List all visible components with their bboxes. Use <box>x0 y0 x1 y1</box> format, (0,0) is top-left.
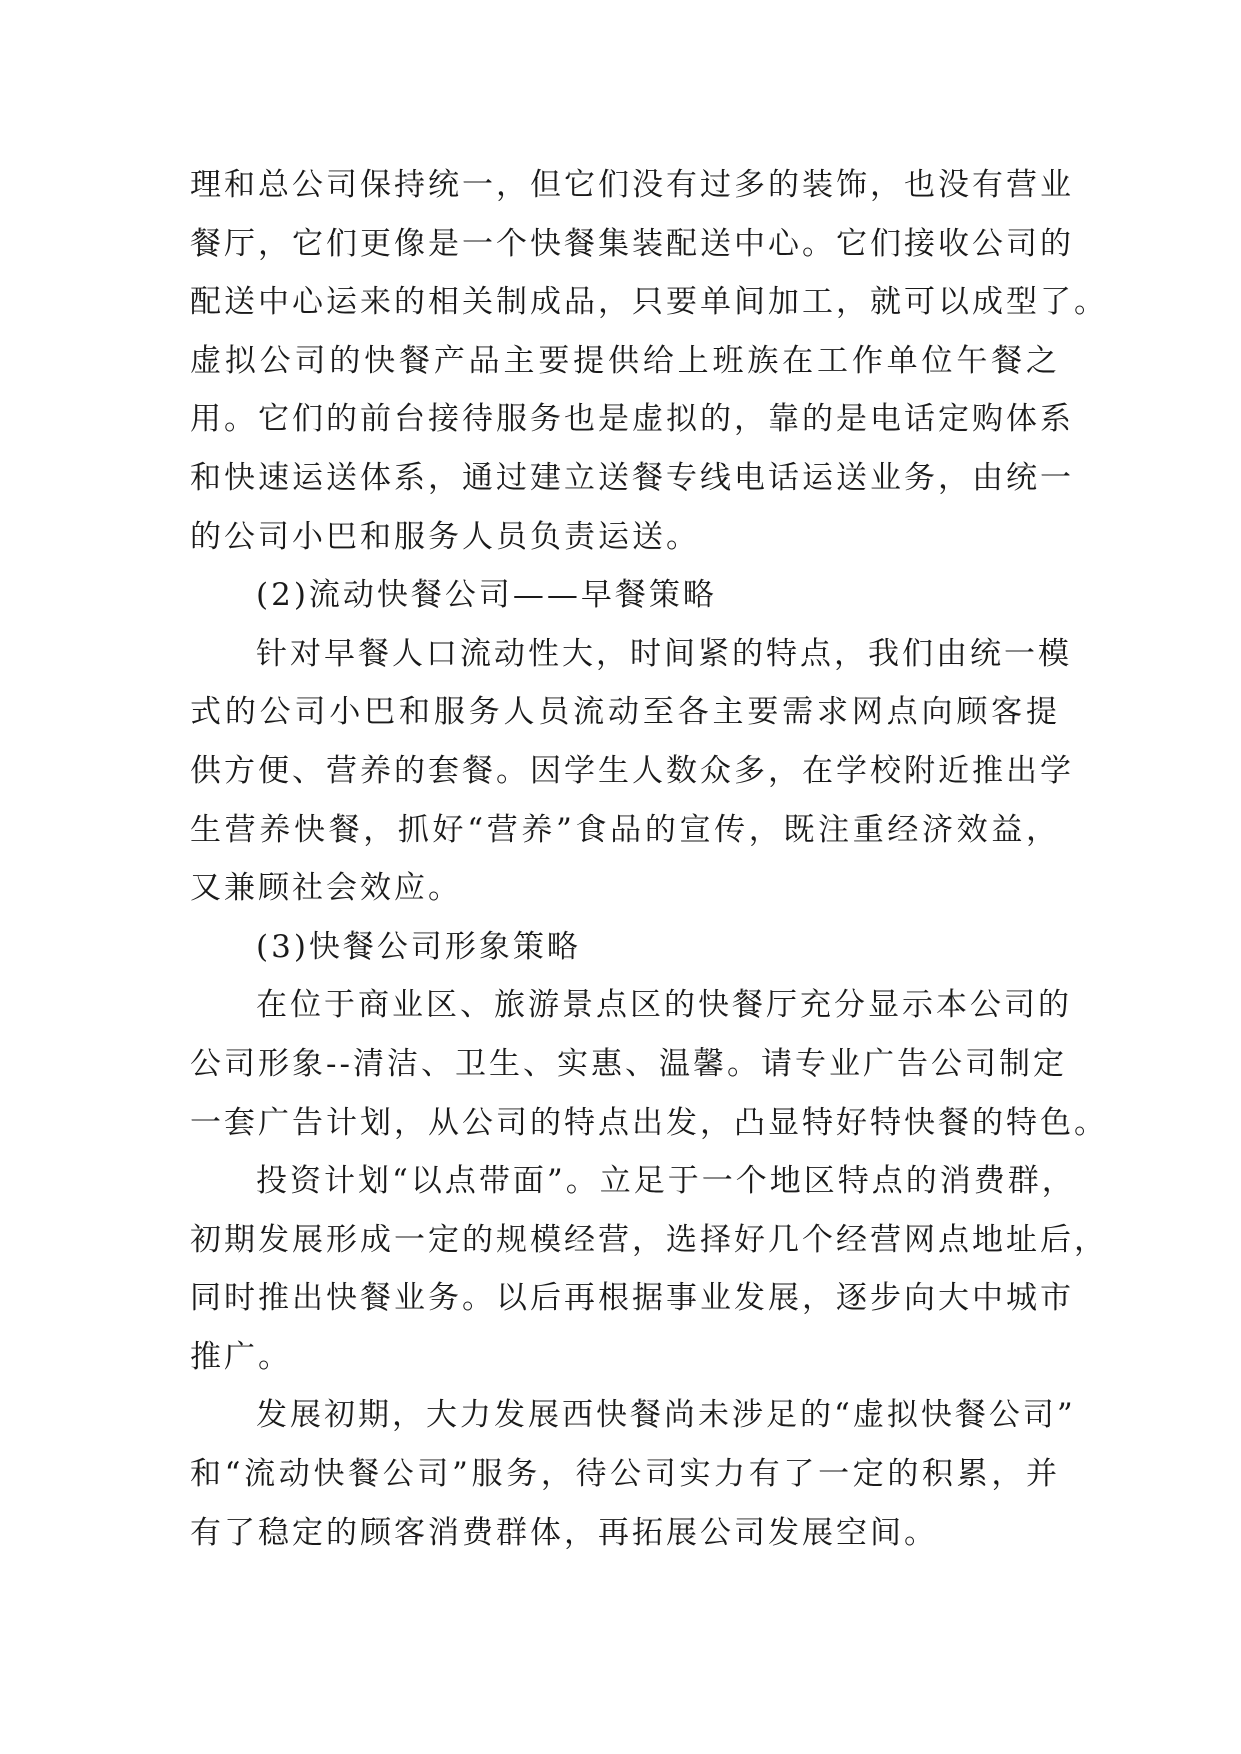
text-line: (2)流动快餐公司——早餐策略 <box>256 577 717 614</box>
text-line: 又兼顾社会效应。 <box>190 870 462 907</box>
text-line: 供方便、营养的套餐。因学生人数众多，在学校附近推出学 <box>190 752 1074 789</box>
text-line: 的公司小巴和服务人员负责运送。 <box>190 518 700 555</box>
text-line: 公司形象--清洁、卫生、实惠、温馨。请专业广告公司制定 <box>190 1045 1067 1082</box>
text-line: 同时推出快餐业务。以后再根据事业发展，逐步向大中城市 <box>190 1280 1074 1317</box>
text-line: 投资计划“以点带面”。立足于一个地区特点的消费群， <box>256 1163 1076 1200</box>
text-line: 在位于商业区、旅游景点区的快餐厅充分显示本公司的 <box>256 987 1072 1024</box>
text-line: 和“流动快餐公司”服务，待公司实力有了一定的积累，并 <box>190 1456 1060 1493</box>
text-line: 和快速运送体系，通过建立送餐专线电话运送业务，由统一 <box>190 459 1074 496</box>
text-line: 配送中心运来的相关制成品，只要单间加工，就可以成型了。 <box>190 284 1108 321</box>
text-line: (3)快餐公司形象策略 <box>256 928 581 965</box>
text-line: 生营养快餐，抓好“营养”食品的宣传，既注重经济效益， <box>190 811 1060 848</box>
text-line: 式的公司小巴和服务人员流动至各主要需求网点向顾客提 <box>190 694 1060 731</box>
text-line: 推广。 <box>190 1338 292 1375</box>
text-line: 针对早餐人口流动性大，时间紧的特点，我们由统一模 <box>256 635 1072 672</box>
text-line: 虚拟公司的快餐产品主要提供给上班族在工作单位午餐之 <box>190 342 1060 379</box>
text-line: 餐厅，它们更像是一个快餐集装配送中心。它们接收公司的 <box>190 225 1074 262</box>
text-line: 发展初期，大力发展西快餐尚未涉足的“虚拟快餐公司” <box>256 1397 1076 1434</box>
text-line: 有了稳定的顾客消费群体，再拓展公司发展空间。 <box>190 1514 938 1551</box>
text-line: 理和总公司保持统一，但它们没有过多的装饰，也没有营业 <box>190 167 1074 203</box>
document-body <box>190 156 1108 1562</box>
text-line: 初期发展形成一定的规模经营，选择好几个经营网点地址后， <box>190 1221 1108 1258</box>
text-line: 用。它们的前台接待服务也是虚拟的，靠的是电话定购体系 <box>190 401 1074 438</box>
text-line: 一套广告计划，从公司的特点出发，凸显特好特快餐的特色。 <box>190 1104 1108 1141</box>
